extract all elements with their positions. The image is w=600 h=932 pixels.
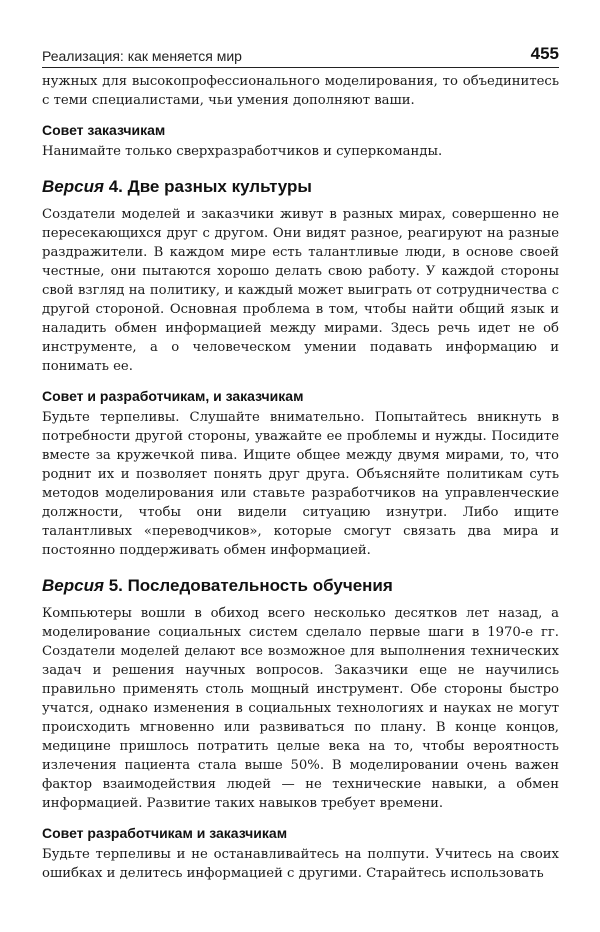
paragraph-6: Будьте терпеливы и не останавливайтесь на полпути. Учитесь на своих ошибках и делитесь информацией с другими. Старайтесь использовать (42, 847, 559, 881)
paragraph-5: Компьютеры вошли в обиход всего несколько десятков лет назад, а моделирование социальных систем сделало первые шаги в 1970-е гг. Создатели моделей делают все возможное для выполнения технических задач и решения научных вопросов. Заказчики еще не научились правильно применять столь мощный инструмент. Обе стороны быстро учатся, однако изменения в социальных технологиях и науках не могут происходить мгновенно или развиваться по плану. В конце концов, медицине пришлось потратить целые века на то, чтобы вероятность излечения пациента стала выше 50%. В моделировании очень важен фактор взаимодействия людей — не технические навыки, а обмен информацией. Развитие таких навыков требует времени. (42, 606, 559, 811)
paragraph-1: нужных для высокопрофессионального моделирования, то объединитесь с теми специалистами, чьи умения дополняют ваши. (42, 74, 559, 108)
section-heading-version-5 (42, 576, 559, 596)
running-header (42, 42, 559, 68)
version-label: Версия (42, 177, 104, 196)
paragraph-4: Будьте терпеливы. Слушайте внимательно. Попытайтесь вникнуть в потребности другой стороны, уважайте ее проблемы и нужды. Посидите вместе за кружечкой пива. Ищите общее между двумя мирами, то, что роднит их и позволяет понять друг друга. Объясняйте политикам суть методов моделирования или ставьте разработчиков на управленческие должности, чтобы они видели ситуацию изнутри. Либо ищите талантливых «переводчиков», которые смогут связать два мира и постоянно поддерживать обмен информацией. (42, 410, 559, 558)
chapter-title: Реализация: как меняется мир (42, 48, 242, 64)
section-title: 5. Последовательность обучения (103, 576, 393, 595)
paragraph-2: Нанимайте только сверхразработчиков и суперкоманды. (42, 144, 443, 159)
tip-heading-devs-clients: Совет разработчикам и заказчикам (42, 825, 288, 841)
section-heading-version-4 (42, 177, 559, 197)
tip-heading-clients: Совет заказчикам (42, 122, 166, 138)
section-title: 4. Две разных культуры (103, 177, 312, 196)
page-number: 455 (530, 44, 559, 63)
book-page (42, 42, 559, 883)
version-label: Версия (42, 576, 104, 595)
tip-heading-both: Совет и разработчикам, и заказчикам (42, 388, 304, 404)
paragraph-3: Создатели моделей и заказчики живут в разных мирах, совершенно не пересекающихся друг с другом. Они видят разное, реагируют на разные раздражители. В каждом мире есть талантливые люди, в основе своей честные, они пытаются хорошо делать свою работу. У каждой стороны свой взгляд на политику, и каждый может выиграть от сотрудничества с другой стороной. Основная проблема в том, чтобы найти общий язык и наладить обмен информацией между мирами. Здесь речь идет не об инструменте, а о человеческом умении подавать информацию и понимать ее. (42, 207, 559, 374)
